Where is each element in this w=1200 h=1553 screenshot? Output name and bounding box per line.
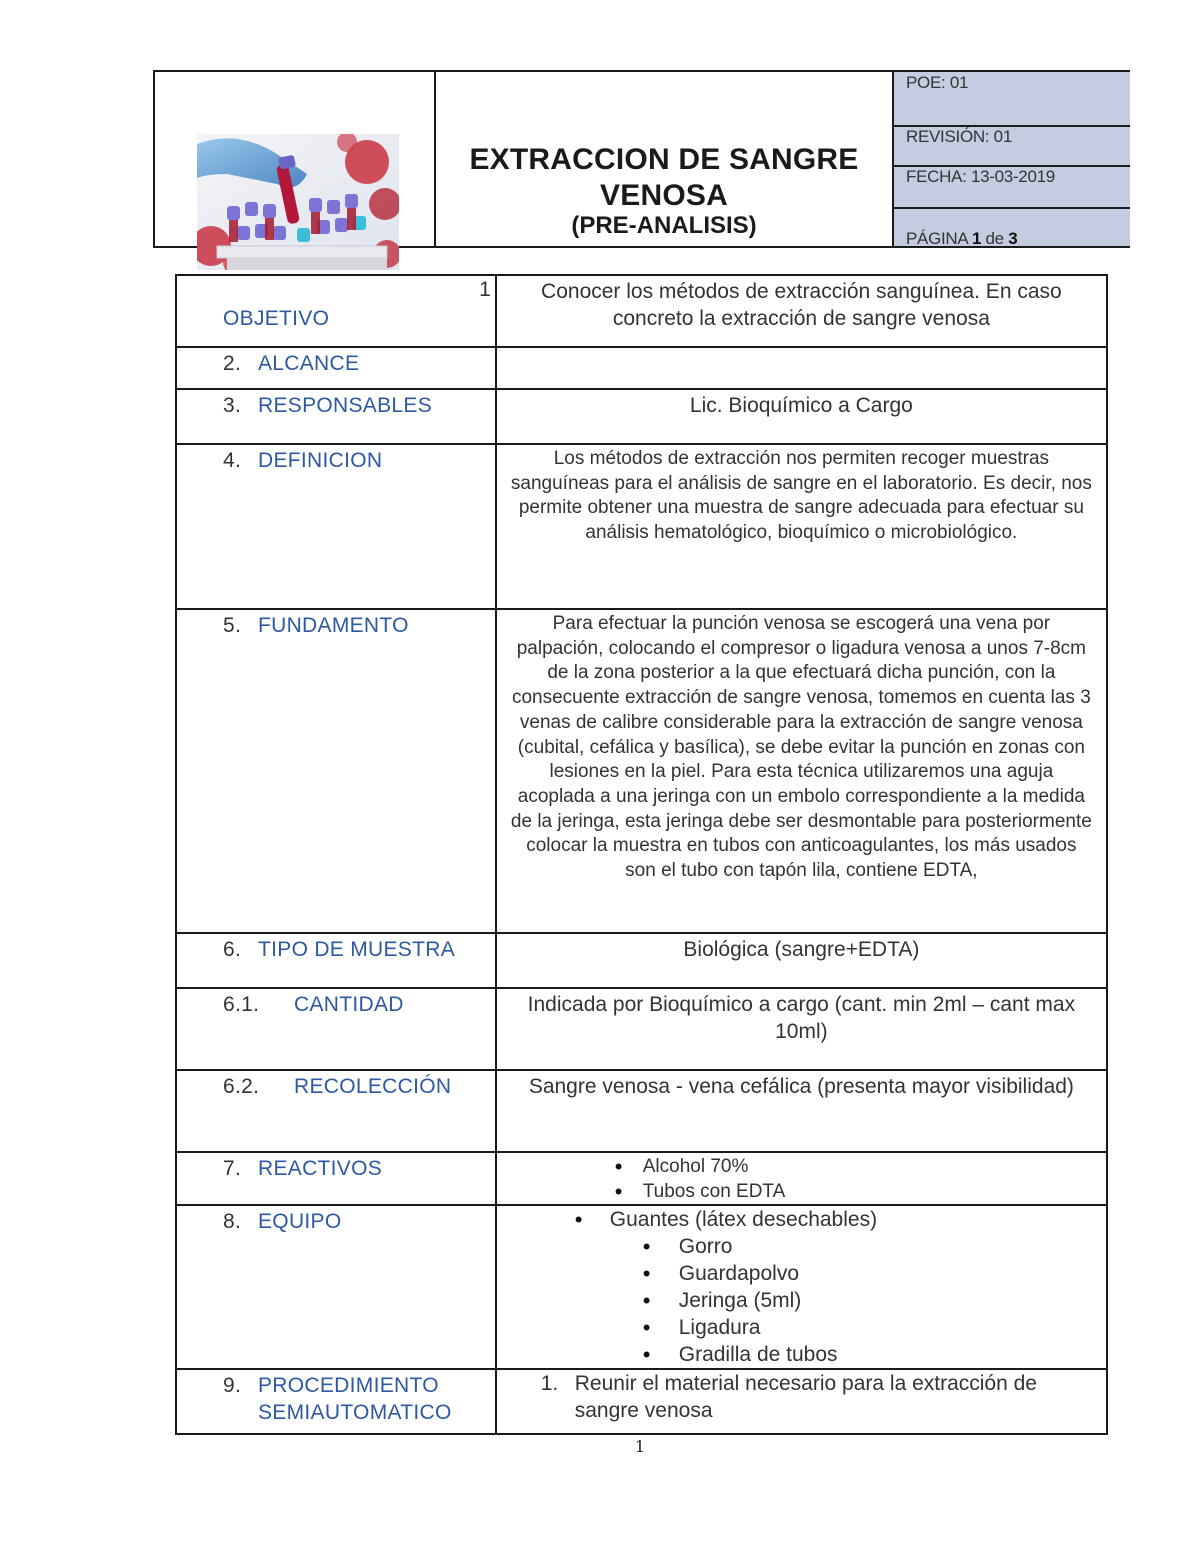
table-row-recoleccion [176,1070,1107,1152]
responsables-value: Lic. Bioquímico a Cargo [496,389,1107,444]
recoleccion-label: 6.2. RECOLECCIÓN [223,1075,452,1098]
page-number: 1 [634,1437,646,1456]
list-item: • Guantes (látex desechables) [497,1206,1106,1233]
tipo-muestra-value: Biológica (sangre+EDTA) [496,933,1107,988]
objetivo-value: Conocer los métodos de extracción sanguínea. En caso concreto la extracción de sangre venosa [496,275,1107,347]
alcance-value [496,347,1107,389]
table-row-objetivo [176,275,1107,347]
list-item: • Guardapolvo [497,1260,1106,1287]
reactivos-label: 7. REACTIVOS [223,1157,383,1180]
table-row-procedimiento [176,1369,1107,1434]
equipo-label: 8. EQUIPO [223,1210,342,1233]
definicion-label: 4. DEFINICION [223,449,383,472]
procedure-step: 1. Reunir el material necesario para la extracción de sangre venosa [540,1372,1037,1422]
reactivos-list [497,1154,1106,1204]
table-row-fundamento [176,609,1107,933]
list-item: • Gradilla de tubos [497,1341,1106,1368]
reactivos-value [496,1152,1107,1205]
list-item: • Tubos con EDTA [497,1179,1106,1204]
revision-field: REVISIÓN: 01 [894,127,1130,167]
fundamento-value: Para efectuar la punción venosa se escogerá una vena por palpación, colocando el compresor o ligadura venosa a unos 7-8cm de la zona posterior a la que efectuará dicha punción, con la consecuente extracción de sangre venosa, tomemos en cuenta las 3 venas de calibre considerable para la extracción de sangre venosa (cubital, cefálica y basílica), se debe evitar la punción en zonas con lesiones en la piel. Para esta técnica utilizaremos una aguja acoplada a una jeringa con un embolo correspondiente a la medida de la jeringa, esta jeringa debe ser desmontable para posteriormente colocar la muestra en tubos con anticoagulantes, los más usados son el tubo con tapón lila, contiene EDTA, [496,609,1107,933]
poe-field: POE: 01 [894,72,1130,127]
table-row-equipo [176,1205,1107,1369]
objetivo-label: OBJETIVO [223,307,330,330]
title-cell [436,72,892,246]
procedimiento-value [496,1369,1107,1434]
procedure-table [175,274,1108,1435]
table-row-definicion [176,444,1107,609]
cantidad-label: 6.1. CANTIDAD [223,993,404,1016]
fundamento-label: 5. FUNDAMENTO [223,614,409,637]
recoleccion-value: Sangre venosa - vena cefálica (presenta mayor visibilidad) [496,1070,1107,1152]
list-item: • Gorro [497,1233,1106,1260]
procedimiento-label: 9. PROCEDIMIENTO SEMIAUTOMATICO [223,1374,452,1424]
blood-sample-tubes-icon [197,134,399,270]
list-item: • Alcohol 70% [497,1154,1106,1179]
tipo-muestra-label: 6. TIPO DE MUESTRA [223,938,456,961]
table-row-alcance [176,347,1107,389]
list-item: • Jeringa (5ml) [497,1287,1106,1314]
list-item: • Ligadura [497,1314,1106,1341]
table-row-reactivos [176,1152,1107,1205]
cantidad-value: Indicada por Bioquímico a cargo (cant. min 2ml – cant max 10ml) [496,988,1107,1070]
alcance-label: 2. ALCANCE [223,352,360,375]
document-title: EXTRACCION DE SANGRE VENOSA [469,143,859,212]
document-subtitle: (PRE-ANALISIS) [571,212,757,239]
pagina-field: PÁGINA 1 de 3 [906,229,1018,248]
table-row-tipo-muestra [176,933,1107,988]
objetivo-label-cell [176,275,496,347]
definicion-value: Los métodos de extracción nos permiten recoger muestras sanguíneas para el análisis de sangre en el laboratorio. Es decir, nos permite obtener una muestra de sangre adecuada para efectuar su análisis hematológico, bioquímico o microbiológico. [496,444,1107,609]
fecha-field: FECHA: 13-03-2019 [894,167,1130,209]
table-row-cantidad [176,988,1107,1070]
responsables-label: 3. RESPONSABLES [223,394,432,417]
table-row-responsables [176,389,1107,444]
equipo-value [496,1205,1107,1369]
info-cell [892,72,1130,246]
objetivo-number: 1 [479,278,491,301]
equipo-list [497,1206,1106,1368]
